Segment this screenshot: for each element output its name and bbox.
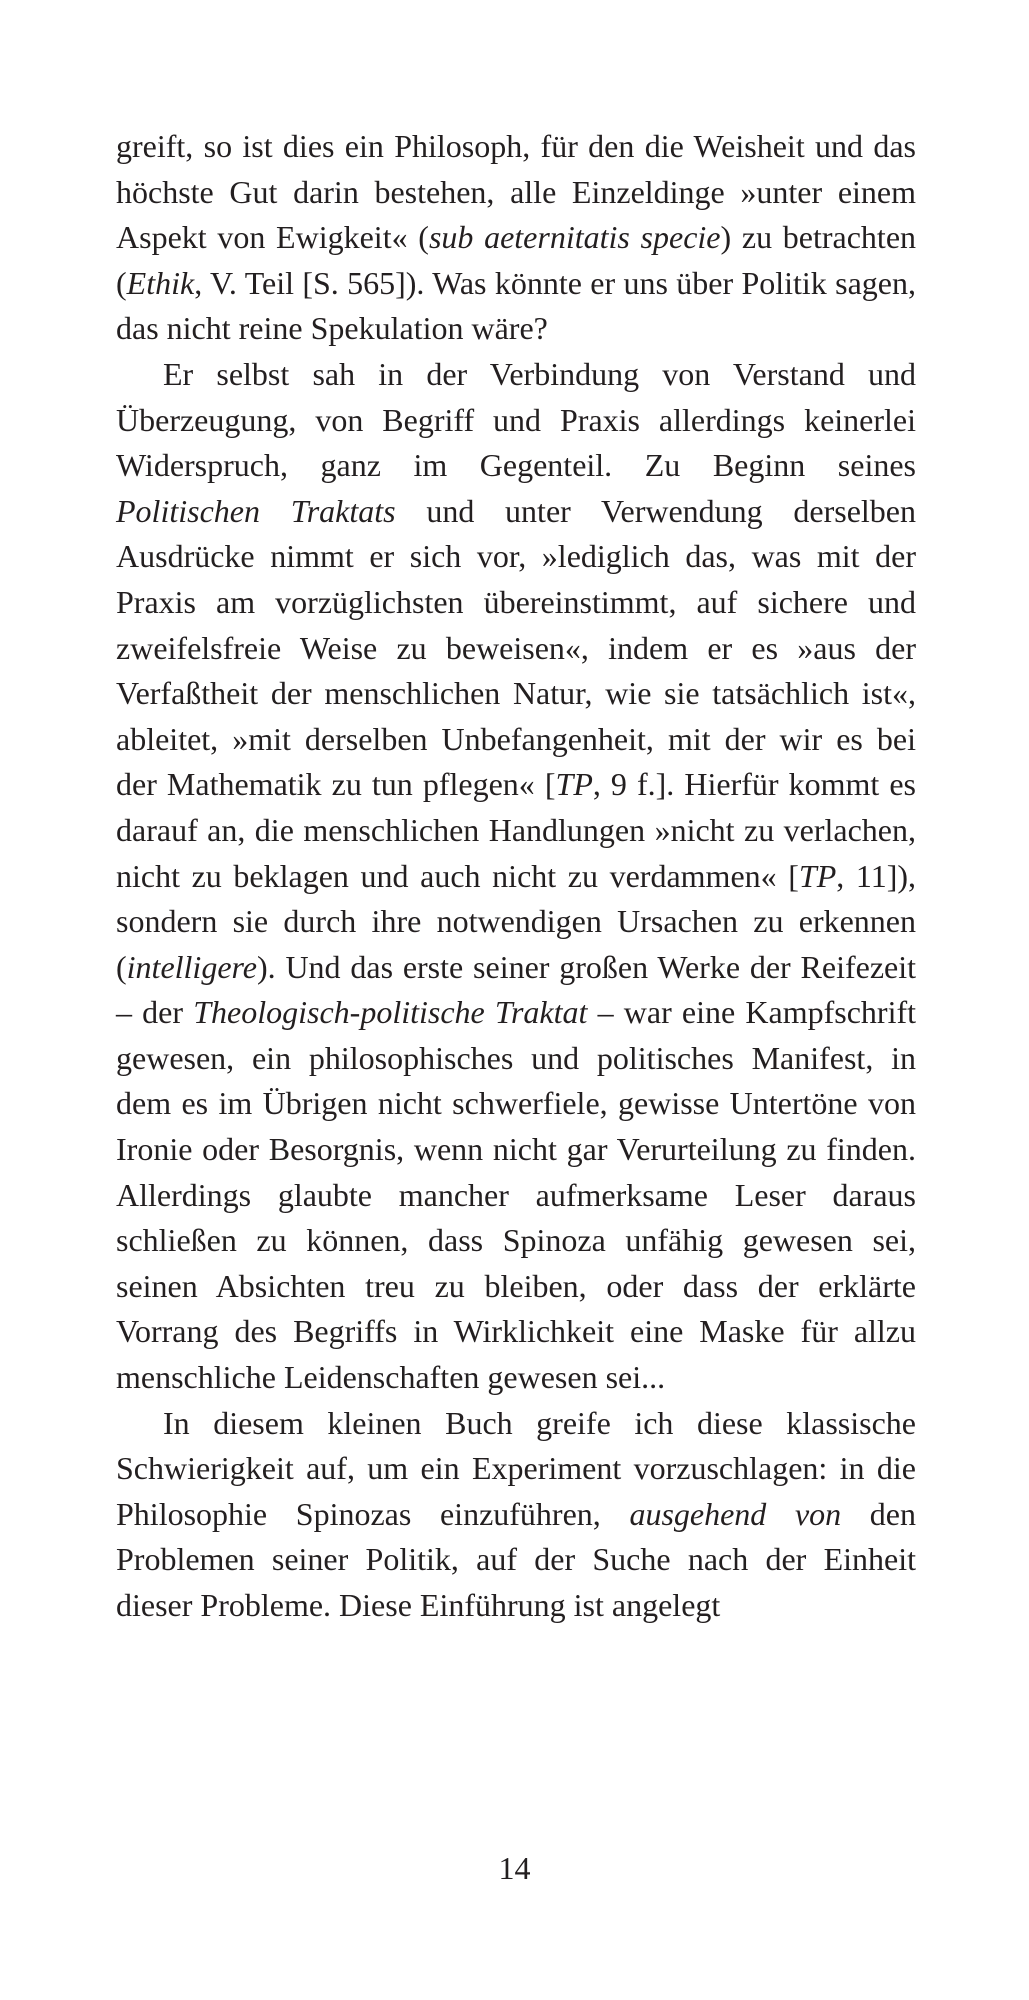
- italic-text: Politischen Traktats: [116, 492, 396, 529]
- page-number: 14: [498, 1850, 531, 1886]
- italic-text: sub aeternitatis specie: [428, 219, 721, 256]
- text-run: , 11]), sondern sie durch ihre notwendigen Ursachen zu erkennen (: [116, 857, 917, 985]
- text-run: In diesem kleinen Buch greife ich diese klassische Schwierigkeit auf, um ein Experiment vorzuschlagen: in die Philosophie Spinozas einzuführen,: [116, 1404, 916, 1532]
- text-run: , 9 f.]. Hierfür kommt es darauf an, die menschlichen Handlungen »nicht zu verlachen, nicht zu beklagen und auch nicht zu verdammen« [: [116, 766, 917, 894]
- italic-text: ausgehend von: [629, 1495, 842, 1532]
- text-run: und unter Verwendung derselben Ausdrücke nimmt er sich vor, »lediglich das, was mit der Praxis am vorzüglichsten übereinstimmt, auf sichere und zweifelsfreie Weise zu beweisen«, indem er es »aus der Verfaßtheit der menschlichen Natur, wie sie tatsächlich ist«, ableitet, »mit derselben Unbefangenheit, mit der wir es bei der Mathematik zu tun pflegen« [: [116, 492, 916, 803]
- paragraph-3: [116, 1401, 916, 1629]
- text-run: ) zu betrachten (: [116, 219, 917, 301]
- paragraph-2: [116, 352, 916, 1401]
- italic-text: TP: [798, 857, 837, 894]
- body-text: [116, 124, 916, 1629]
- text-run: – war eine Kampfschrift gewesen, ein philosophisches und politisches Manifest, in dem es im Übrigen nicht schwerfiele, gewisse Untertöne von Ironie oder Besorgnis, wenn nicht gar Verurteilung zu finden. Allerdings glaubte mancher aufmerksame Leser daraus schließen zu können, dass Spinoza unfähig gewesen sei, seinen Absichten treu zu bleiben, oder dass der erklärte Vorrang des Begriffs in Wirklichkeit eine Maske für allzu menschliche Leidenschaften gewesen sei...: [116, 994, 917, 1396]
- text-run: Er selbst sah in der Verbindung von Verstand und Überzeugung, von Begriff und Praxis allerdings keinerlei Widerspruch, ganz im Gegenteil. Zu Beginn seines: [116, 355, 916, 484]
- italic-text: Ethik: [126, 264, 195, 301]
- italic-text: TP: [555, 766, 593, 803]
- paragraph-1: [116, 124, 916, 352]
- italic-text: Theologisch-politische Traktat: [193, 994, 588, 1031]
- italic-text: intelligere: [126, 948, 257, 985]
- text-run: den Problemen seiner Politik, auf der Suche nach der Einheit dieser Probleme. Diese Einführung ist angelegt: [116, 1495, 917, 1623]
- text-run: ). Und das erste seiner großen Werke der Reifezeit – der: [116, 948, 916, 1031]
- text-run: , V. Teil [S. 565]). Was könnte er uns über Politik sagen, das nicht reine Spekulation wäre?: [116, 264, 916, 347]
- text-run: greift, so ist dies ein Philosoph, für den die Weisheit und das höchste Gut darin bestehen, alle Einzeldinge »unter einem Aspekt von Ewigkeit« (: [116, 128, 916, 256]
